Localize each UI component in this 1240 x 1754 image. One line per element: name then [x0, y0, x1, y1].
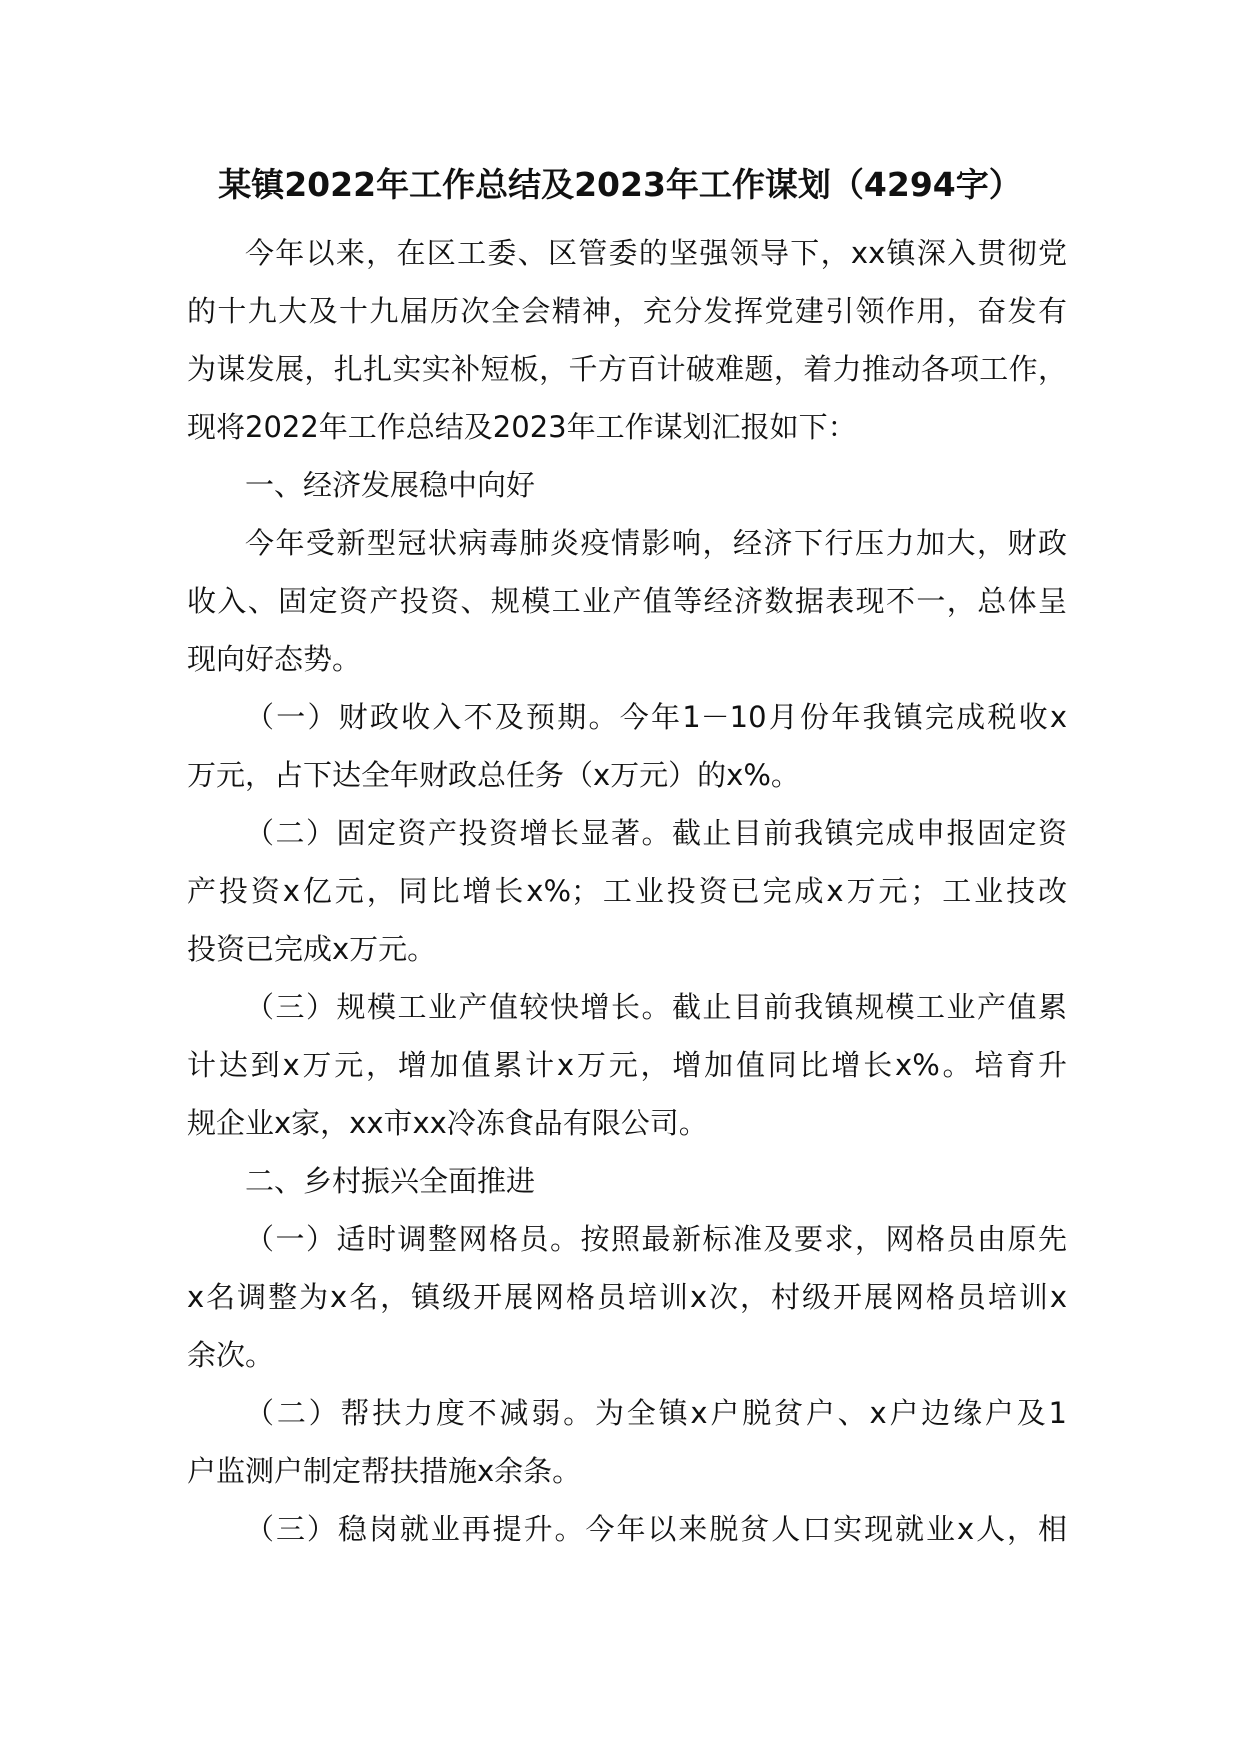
paragraph-line: 为谋发展，扎扎实实补短板，千方百计破难题，着力推动各项工作， [187, 352, 1067, 386]
paragraph-line: 投资已完成x万元。 [187, 932, 437, 966]
paragraph-line: 计达到x万元，增加值累计x万元，增加值同比增长x%。培育升 [187, 1048, 1067, 1082]
paragraph-line: 现向好态势。 [187, 642, 362, 676]
paragraph-line: 二、乡村振兴全面推进 [245, 1164, 536, 1198]
paragraph-line: 收入、固定资产投资、规模工业产值等经济数据表现不一，总体呈 [187, 584, 1067, 618]
document-body [187, 224, 1067, 1558]
document-title: 某镇2022年工作总结及2023年工作谋划（4294字） [218, 165, 1022, 204]
paragraph-line: （二）帮扶力度不减弱。为全镇x户脱贫户、x户边缘户及1 [245, 1396, 1067, 1430]
paragraph-line: 的十九大及十九届历次全会精神，充分发挥党建引领作用，奋发有 [187, 294, 1067, 328]
paragraph-line: （三）规模工业产值较快增长。截止目前我镇规模工业产值累 [245, 990, 1067, 1024]
paragraph-line: （二）固定资产投资增长显著。截止目前我镇完成申报固定资 [245, 816, 1067, 850]
paragraph-line: 产投资x亿元，同比增长x%；工业投资已完成x万元；工业技改 [187, 874, 1067, 908]
paragraph-line: 规企业x家，xx市xx冷冻食品有限公司。 [187, 1106, 708, 1140]
paragraph-line: 余次。 [187, 1338, 275, 1372]
paragraph-line: 今年受新型冠状病毒肺炎疫情影响，经济下行压力加大，财政 [245, 526, 1067, 560]
paragraph-line: （三）稳岗就业再提升。今年以来脱贫人口实现就业x人，相 [245, 1512, 1067, 1546]
paragraph-line: （一）财政收入不及预期。今年1－10月份年我镇完成税收x [245, 700, 1067, 734]
paragraph-line: （一）适时调整网格员。按照最新标准及要求，网格员由原先 [245, 1222, 1067, 1256]
paragraph-line: 户监测户制定帮扶措施x余条。 [187, 1454, 582, 1488]
paragraph-line: 现将2022年工作总结及2023年工作谋划汇报如下： [187, 410, 857, 444]
paragraph-line: 万元，占下达全年财政总任务（x万元）的x%。 [187, 758, 800, 792]
paragraph-line: 一、经济发展稳中向好 [245, 468, 536, 502]
paragraph-line: x名调整为x名，镇级开展网格员培训x次，村级开展网格员培训x [187, 1280, 1067, 1314]
paragraph-line: 今年以来，在区工委、区管委的坚强领导下，xx镇深入贯彻党 [245, 236, 1067, 270]
